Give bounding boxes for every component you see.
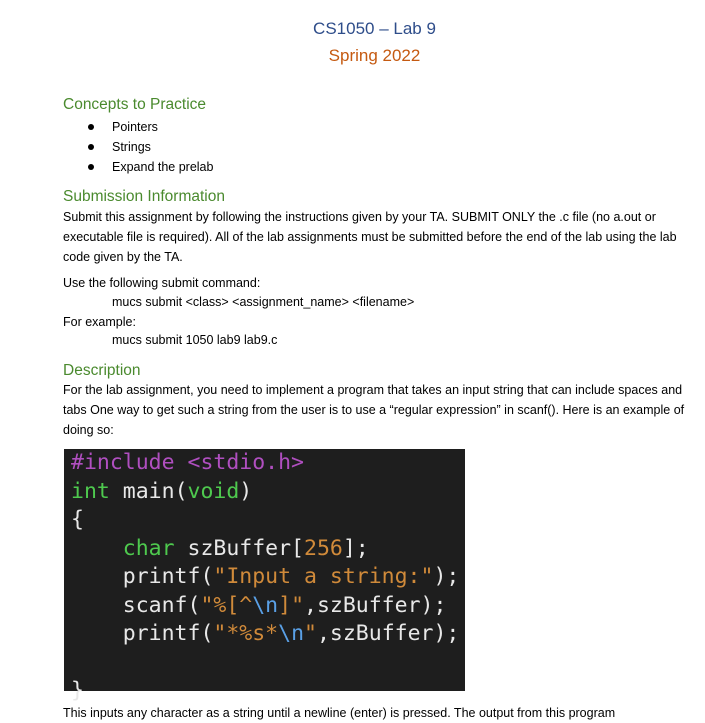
code-line — [71, 563, 465, 592]
code-token: ); — [433, 564, 460, 589]
code-token: ]; — [342, 535, 369, 561]
description-heading: Description — [63, 362, 141, 379]
code-token: " — [304, 621, 317, 646]
code-token: \n — [252, 592, 279, 618]
code-token: "*%s* — [213, 621, 279, 646]
code-line — [71, 677, 465, 706]
code-token: { — [71, 507, 84, 532]
list-item-label: Pointers — [112, 120, 158, 134]
code-token: #include — [71, 450, 188, 475]
description-paragraph: For the lab assignment, you need to implement a program that takes an input string that can include spaces and tabs One way to get such a string from the user is to use a “regular expression” in scanf(). Here is an example of doing so: — [63, 383, 685, 437]
code-token: ) — [239, 478, 253, 504]
submit-command: mucs submit <class> <assignment_name> <filename> — [112, 295, 415, 309]
code-line — [71, 506, 465, 535]
bullet-icon — [88, 144, 94, 150]
code-token: scanf( — [71, 592, 201, 618]
footer-paragraph: This inputs any character as a string until a newline (enter) is pressed. The output from this program — [63, 706, 616, 720]
list-item — [88, 137, 213, 157]
code-token: "%[^ — [200, 592, 253, 618]
code-line — [71, 649, 465, 678]
code-block — [64, 449, 465, 703]
submission-heading: Submission Information — [63, 188, 225, 205]
code-token — [71, 536, 123, 561]
code-token: } — [71, 678, 84, 703]
concepts-heading: Concepts to Practice — [63, 96, 207, 113]
code-token: printf( — [71, 621, 214, 646]
example-command: mucs submit 1050 lab9 lab9.c — [112, 333, 278, 347]
submit-command-intro: Use the following submit command: — [63, 276, 261, 290]
code-token: int — [71, 478, 110, 504]
code-token: \n — [278, 621, 305, 646]
code-token: char — [122, 535, 175, 561]
code-token: "Input a string:" — [213, 564, 434, 589]
bullet-icon — [88, 124, 94, 130]
code-line — [71, 478, 465, 507]
page-title: CS1050 – Lab 9 — [313, 19, 436, 38]
code-line — [71, 449, 465, 478]
code-token: szBuffer[ — [174, 535, 305, 561]
code-line — [71, 535, 465, 564]
example-label: For example: — [63, 315, 136, 329]
list-item — [88, 157, 213, 177]
code-token: main( — [109, 478, 188, 504]
bullet-icon — [88, 164, 94, 170]
page-subtitle: Spring 2022 — [328, 46, 421, 65]
list-item-label: Expand the prelab — [112, 160, 214, 174]
code-token: 256 — [304, 535, 343, 561]
code-line — [71, 592, 465, 621]
submission-paragraph: Submit this assignment by following the instructions given by your TA. SUBMIT ONLY the .c file (no a.out or executable file is required). All of the lab assignments must be submitted before the end of the lab using the lab code given by the TA. — [63, 210, 677, 264]
list-item — [88, 117, 213, 137]
list-item-label: Strings — [112, 140, 151, 154]
code-token: ,szBuffer); — [304, 592, 447, 618]
code-line — [71, 620, 465, 649]
code-token: ,szBuffer); — [316, 621, 460, 646]
code-token: <stdio.h> — [187, 450, 304, 475]
code-token: void — [187, 478, 240, 504]
concepts-list — [88, 117, 213, 177]
code-token: ]" — [278, 592, 305, 618]
code-token: printf( — [71, 564, 214, 589]
